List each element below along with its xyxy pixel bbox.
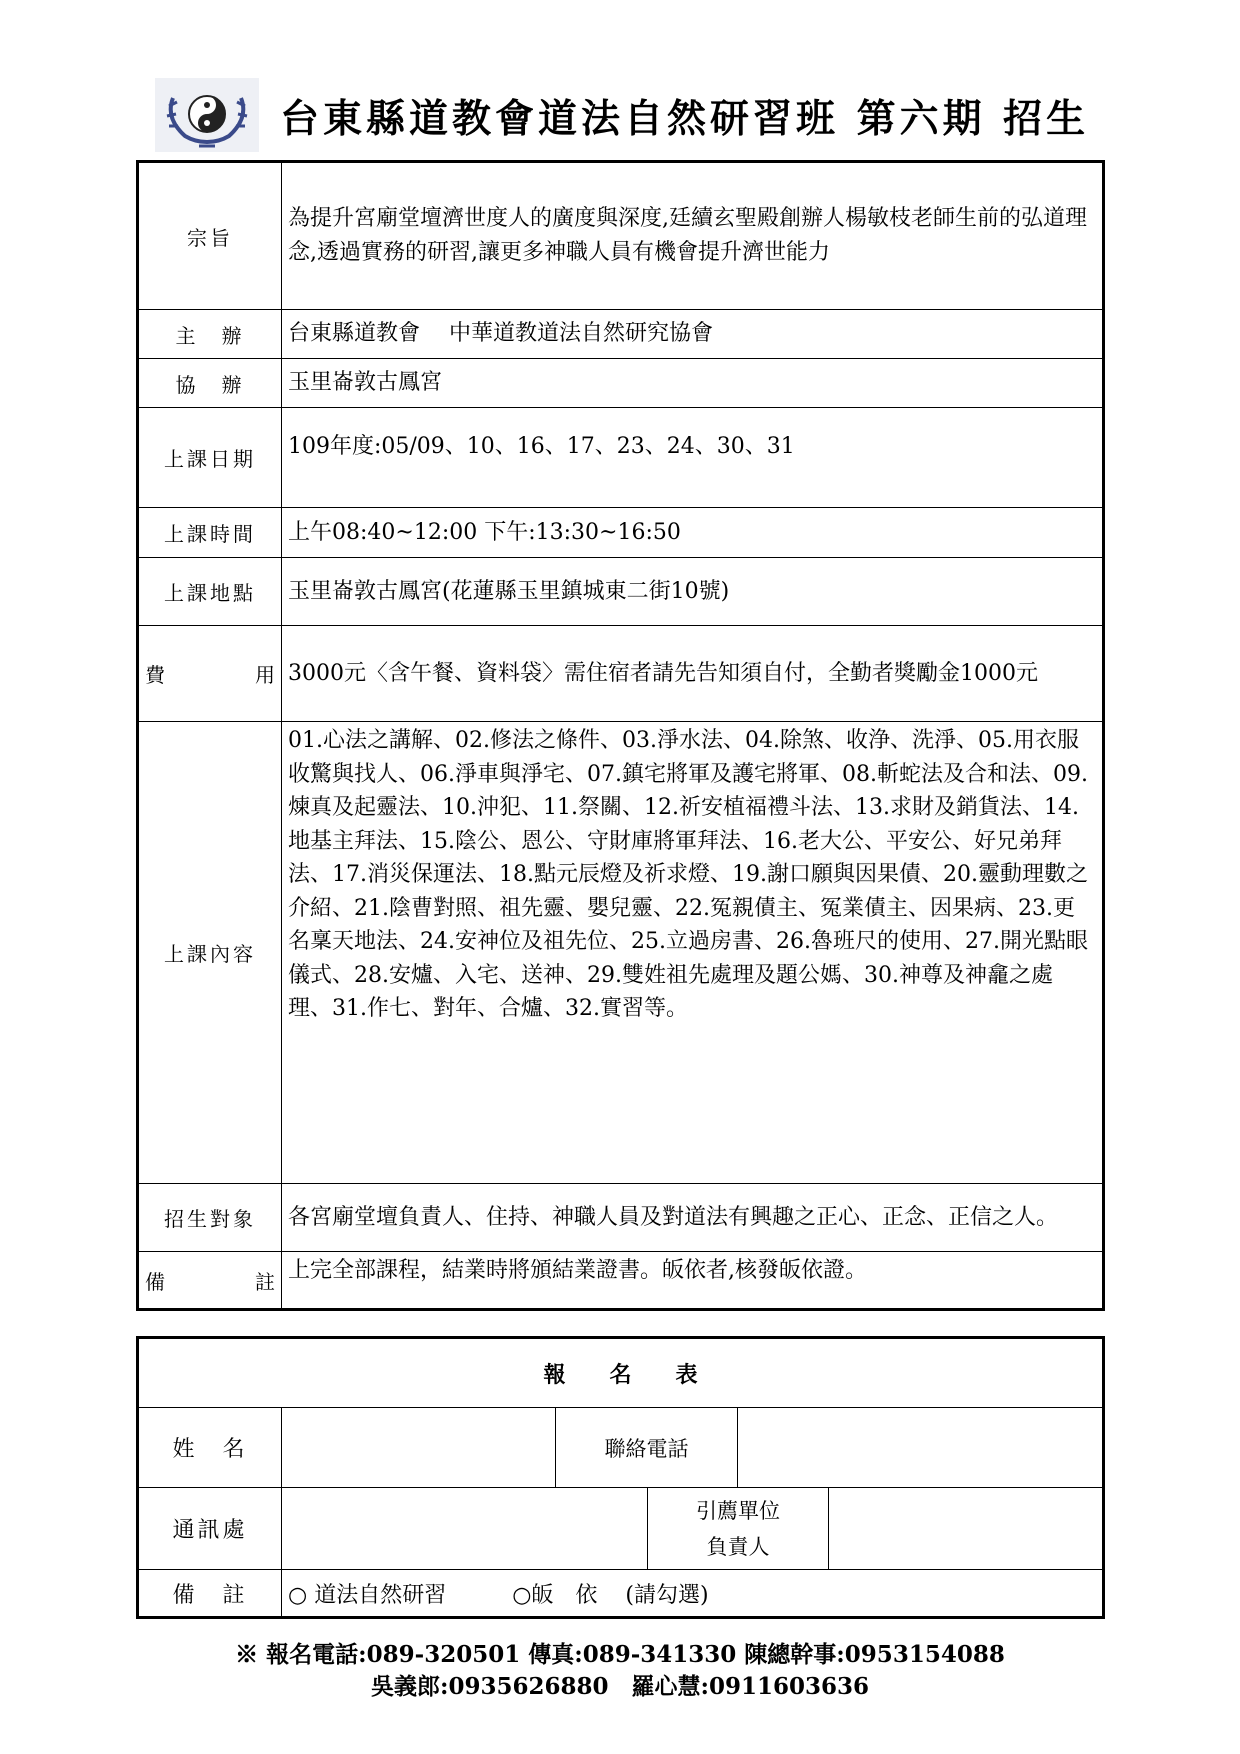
name-phone-row bbox=[138, 1408, 1104, 1488]
purpose-row bbox=[138, 162, 1104, 310]
content-text: 01.心法之講解、02.修法之條件、03.淨水法、04.除煞、收浄、洗淨、05.用衣服收驚與找人、06.淨車與淨宅、07.鎮宅將軍及護宅將軍、08.斬蛇法及合和法、09.煉真及起靈法、10.沖犯、11.祭關、12.祈安植福禮斗法、13.求財及銷貨法、14.地基主拜法、15.陰公、恩公、守財庫將軍拜法、16.老大公、平安公、好兄弟拜法、17.消災保運法、18.點元辰燈及祈求燈、19.謝口願與因果債、20.靈動理數之介紹、21.陰曹對照、祖先靈、嬰兒靈、22.冤親債主、冤業債主、因果病、23.更名稟天地法、24.安神位及祖先位、25.立過房書、26.魯班尺的使用、27.開光點眼儀式、28.安爐、入宅、送神、29.雙姓祖先處理及題公媽、30.神尊及神龕之處理、31.作七、對年、合爐、32.實習等。 bbox=[282, 722, 1104, 1184]
address-row bbox=[138, 1488, 1104, 1570]
cohost-text: 玉里崙敦古鳳宮 bbox=[282, 359, 1104, 408]
time-text: 上午08:40~12:00 下午:13:30~16:50 bbox=[282, 508, 1104, 558]
content-row bbox=[138, 722, 1104, 1184]
option-guiyi-radio[interactable]: ○皈 依 bbox=[512, 1582, 598, 1608]
registration-form-table bbox=[136, 1336, 1105, 1619]
date-text: 109年度:05/09、10、16、17、23、24、30、31 bbox=[282, 408, 1104, 508]
taiji-emblem-icon bbox=[155, 78, 259, 152]
place-text: 玉里崙敦古鳳宮(花蓮縣玉里鎮城東二街10號) bbox=[282, 558, 1104, 626]
course-info-table bbox=[136, 160, 1105, 1311]
place-row bbox=[138, 558, 1104, 626]
fee-label-part-b: 用 bbox=[255, 663, 275, 687]
purpose-label: 宗旨 bbox=[138, 162, 282, 310]
target-text: 各宮廟堂壇負責人、住持、神職人員及對道法有興趣之正心、正念、正信之人。 bbox=[282, 1184, 1104, 1252]
cohost-row bbox=[138, 359, 1104, 408]
address-label: 通訊處 bbox=[138, 1488, 282, 1570]
address-field[interactable] bbox=[282, 1488, 648, 1570]
note-label-part-b: 註 bbox=[255, 1269, 275, 1294]
phone-label: 聯絡電話 bbox=[556, 1408, 738, 1488]
date-row bbox=[138, 408, 1104, 508]
host-text: 台東縣道教會 中華道教道法自然研究協會 bbox=[282, 310, 1104, 359]
contact-line-1: ※ 報名電話:089-320501 傳真:089-341330 陳總幹事:0953154088 bbox=[235, 1641, 1005, 1668]
time-row bbox=[138, 508, 1104, 558]
content-label: 上課內容 bbox=[138, 722, 282, 1184]
logo-graphic bbox=[155, 78, 259, 152]
cohost-label: 協 辦 bbox=[138, 359, 282, 408]
name-label: 姓 名 bbox=[138, 1408, 282, 1488]
time-label: 上課時間 bbox=[138, 508, 282, 558]
fee-text: 3000元〈含午餐、資料袋〉需住宿者請先告知須自付，全勤者獎勵金1000元 bbox=[282, 626, 1104, 722]
form-title: 報 名 表 bbox=[138, 1338, 1104, 1408]
note-text: 上完全部課程，結業時將頒結業證書。皈依者,核發皈依證。 bbox=[282, 1252, 1104, 1310]
referral-label bbox=[648, 1488, 829, 1570]
note-label bbox=[138, 1252, 282, 1310]
page-title: 台東縣道教會道法自然研習班 第六期 招生 bbox=[280, 96, 1090, 142]
date-label: 上課日期 bbox=[138, 408, 282, 508]
target-label: 招生對象 bbox=[138, 1184, 282, 1252]
option-daofa-radio[interactable]: ○ 道法自然研習 bbox=[288, 1582, 447, 1608]
option-hint: (請勾選) bbox=[625, 1582, 709, 1608]
remark-options bbox=[282, 1570, 1104, 1618]
target-row bbox=[138, 1184, 1104, 1252]
referral-label-line2: 負責人 bbox=[706, 1534, 770, 1559]
note-row bbox=[138, 1252, 1104, 1310]
purpose-text: 為提升宮廟堂壇濟世度人的廣度與深度,廷續玄聖殿創辦人楊敏枝老師生前的弘道理念,透過實務的研習,讓更多神職人員有機會提升濟世能力 bbox=[282, 162, 1104, 310]
host-label: 主 辦 bbox=[138, 310, 282, 359]
remark-row bbox=[138, 1570, 1104, 1618]
form-title-row bbox=[138, 1338, 1104, 1408]
fee-row bbox=[138, 626, 1104, 722]
contact-line-2: 吳義郎:0935626880 羅心慧:0911603636 bbox=[370, 1673, 870, 1700]
host-row bbox=[138, 310, 1104, 359]
referral-label-line1: 引薦單位 bbox=[696, 1498, 780, 1523]
fee-label-part-a: 費 bbox=[145, 663, 165, 687]
fee-label bbox=[138, 626, 282, 722]
name-field[interactable] bbox=[282, 1408, 556, 1488]
note-label-part-a: 備 bbox=[145, 1269, 165, 1294]
referral-field[interactable] bbox=[829, 1488, 1104, 1570]
phone-field[interactable] bbox=[738, 1408, 1104, 1488]
remark-label: 備 註 bbox=[138, 1570, 282, 1618]
place-label: 上課地點 bbox=[138, 558, 282, 626]
